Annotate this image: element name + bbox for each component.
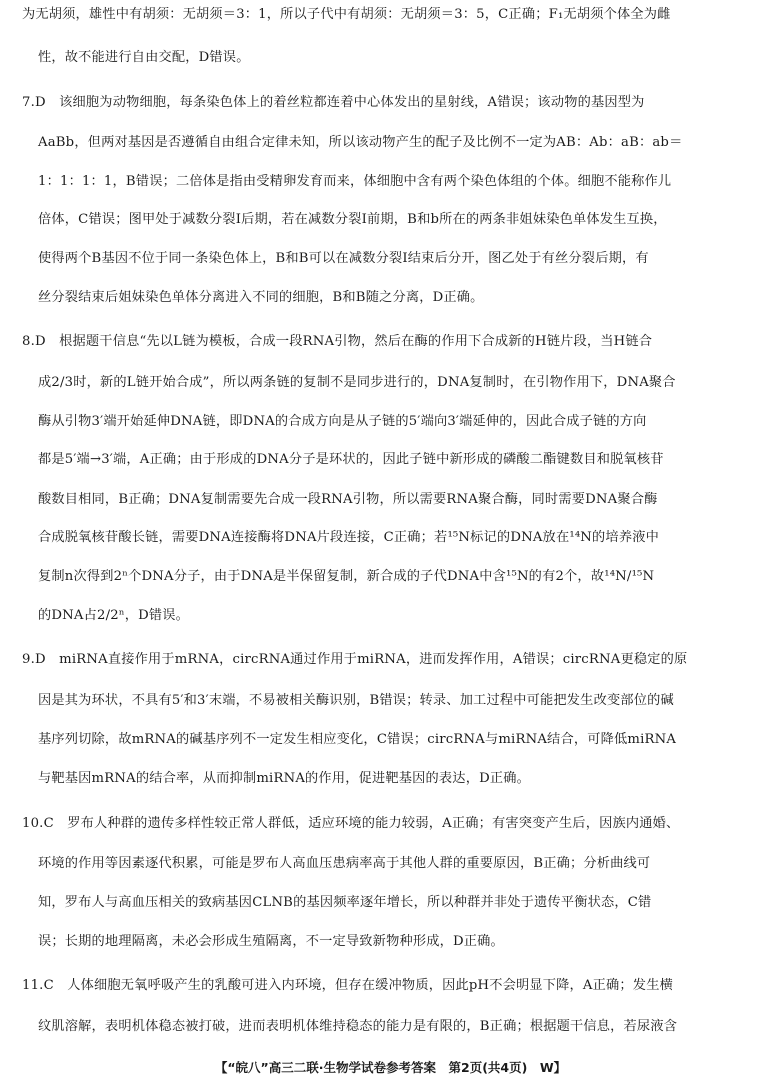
text-line: 成2/3时，新的L链开始合成”，所以两条链的复制不是同步进行的，DNA复制时，在引物作用下，DNA聚合: [38, 375, 676, 390]
text-line: 环境的作用等因素逐代积累，可能是罗布人高血压患病率高于其他人群的重要原因，B正确；分析曲线可: [38, 856, 651, 871]
text-line: 复制n次得到2ⁿ个DNA分子，由于DNA是半保留复制，新合成的子代DNA中含¹⁵N的有2个，故¹⁴N/¹⁵N: [38, 569, 655, 584]
text-line: 性，故不能进行自由交配，D错误。: [38, 50, 250, 65]
text-line: 基序列切除，故mRNA的碱基序列不一定发生相应变化，C错误；circRNA与miRNA结合，可降低miRNA: [38, 732, 677, 747]
text-line: 的DNA占2/2ⁿ，D错误。: [38, 608, 190, 623]
answer-7-line: 7.D 该细胞为动物细胞，每条染色体上的着丝粒都连着中心体发出的星射线，A错误；该动物的基因型为: [22, 95, 645, 110]
text-line: 因是其为环状，不具有5′和3′末端，不易被相关酶识别，B错误；转录、加工过程中可能把发生改变部位的碱: [38, 693, 674, 708]
text-line: 为无胡须，雄性中有胡须：无胡须＝3：1，所以子代中有胡须：无胡须＝3：5，C正确；F₁无胡须个体全为雌: [22, 7, 671, 22]
text-line: 误；长期的地理隔离，未必会形成生殖隔离，不一定导致新物种形成，D正确。: [38, 934, 504, 949]
text-line: 纹肌溶解，表明机体稳态被打破，进而表明机体维持稳态的能力是有限的，B正确；根据题干信息，若尿液含: [38, 1019, 678, 1034]
text-line: 使得两个B基因不位于同一条染色体上，B和B可以在减数分裂Ⅰ结束后分开，图乙处于有丝分裂后期，有: [38, 251, 649, 266]
text-line: 知，罗布人与高血压相关的致病基因CLNB的基因频率逐年增长，所以种群并非处于遗传平衡状态，C错: [38, 895, 652, 910]
text-line: AaBb，但两对基因是否遵循自由组合定律未知，所以该动物产生的配子及比例不一定为AB：Ab：aB：ab＝: [38, 135, 683, 150]
text-line: 丝分裂结束后姐妹染色单体分离进入不同的细胞，B和B随之分离，D正确。: [38, 290, 484, 305]
answer-11-line: 11.C 人体细胞无氧呼吸产生的乳酸可进入内环境，但存在缓冲物质，因此pH不会明显下降，A正确；发生横: [22, 978, 673, 993]
text-line: 1：1：1：1，B错误；二倍体是指由受精卵发育而来，体细胞中含有两个染色体组的个体。细胞不能称作儿: [38, 174, 672, 189]
answer-8-line: 8.D 根据题干信息“先以L链为模板，合成一段RNA引物，然后在酶的作用下合成新的H链片段，当H链合: [22, 334, 653, 349]
page-footer: 【“皖八”高三二联·生物学试卷参考答案 第2页(共4页) W】: [214, 1060, 567, 1075]
answer-9-line: 9.D miRNA直接作用于mRNA，circRNA通过作用于miRNA，进而发挥作用，A错误；circRNA更稳定的原: [22, 652, 688, 667]
text-line: 酶从引物3′端开始延伸DNA链，即DNA的合成方向是从子链的5′端向3′端延伸的，因此合成子链的方向: [38, 414, 647, 429]
text-line: 酸数目相同，B正确；DNA复制需要先合成一段RNA引物，所以需要RNA聚合酶，同时需要DNA聚合酶: [38, 492, 658, 507]
text-line: 与靶基因mRNA的结合率，从而抑制miRNA的作用，促进靶基因的表达，D正确。: [38, 771, 531, 786]
text-line: 都是5′端→3′端，A正确；由于形成的DNA分子是环状的，因此子链中新形成的磷酸二酯键数目和脱氧核苷: [38, 452, 664, 467]
answer-10-line: 10.C 罗布人种群的遗传多样性较正常人群低，适应环境的能力较弱，A正确；有害突变产生后，因族内通婚、: [22, 816, 680, 831]
text-line: 倍体，C错误；图甲处于减数分裂Ⅰ后期，若在减数分裂Ⅰ前期，B和b所在的两条非姐妹染色单体发生互换，: [38, 212, 667, 227]
text-line: 合成脱氧核苷酸长链，需要DNA连接酶将DNA片段连接，C正确；若¹⁵N标记的DNA放在¹⁴N的培养液中: [38, 530, 659, 545]
